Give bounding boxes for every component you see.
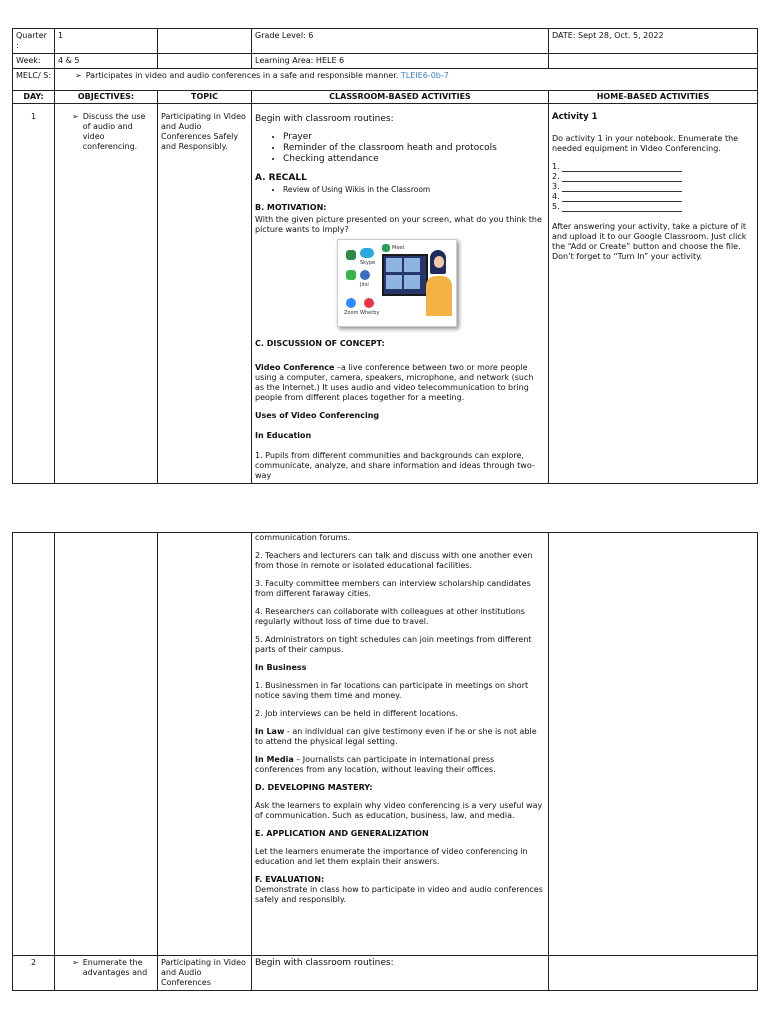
motivation-title: B. MOTIVATION:: [255, 203, 327, 212]
list-item: • Reminder of the classroom heath and protocols: [283, 143, 545, 154]
law-use: [255, 727, 545, 747]
classroom-routines-day2: Begin with classroom routines:: [252, 956, 549, 991]
quarter-value: 1: [55, 29, 158, 54]
list-item: • Checking attendance: [283, 154, 545, 165]
topic-text: Participating in Video and Audio Conferences: [158, 956, 252, 991]
edu-item-3: 3. Faculty committee members can interview scholarship candidates from different faraway cities.: [255, 579, 531, 598]
home-activity-title: Activity 1: [552, 112, 598, 122]
media-use: [255, 755, 545, 775]
evaluation-title: F. EVALUATION:: [255, 875, 325, 884]
media-text: – Journalists can participate in international press conferences from any location, without leaving their offices.: [255, 755, 496, 774]
melc-label: MELC/ S:: [13, 69, 55, 91]
routines-list: [255, 132, 545, 165]
lesson-plan-table-page2: [12, 532, 758, 991]
classroom-activities-continued: [252, 533, 549, 956]
answer-line: 4.: [552, 192, 754, 202]
col-topic: TOPIC: [158, 91, 252, 104]
line-icon: [346, 270, 356, 280]
objective-text: Discuss the use of audio and video conferencing.: [82, 112, 146, 151]
arrow-bullet-icon: [72, 958, 83, 978]
home-activities: [549, 104, 758, 484]
answer-line: 5.: [552, 202, 754, 212]
jitsi-icon: [360, 270, 370, 280]
business-item-2: 2. Job interviews can be held in different locations.: [255, 709, 458, 718]
video-conference-illustration: [337, 239, 457, 327]
mastery-title: D. DEVELOPING MASTERY:: [255, 783, 373, 792]
vc-term: Video Conference: [255, 363, 335, 372]
business-title: In Business: [255, 663, 307, 672]
list-item: • Review of Using Wikis in the Classroom: [283, 185, 545, 195]
col-day: DAY:: [13, 91, 55, 104]
learning-area: Learning Area: HELE 6: [252, 54, 549, 69]
edu-item-5: 5. Administrators on tight schedules can join meetings from different parts of their campus.: [255, 635, 532, 654]
application-title: E. APPLICATION AND GENERALIZATION: [255, 829, 429, 838]
col-classroom: CLASSROOM-BASED ACTIVITIES: [252, 91, 549, 104]
recall-title: A. RECALL: [255, 173, 307, 183]
meet-label: Meet: [392, 245, 405, 251]
zoom-icon: [346, 298, 356, 308]
classroom-activities: [252, 104, 549, 484]
week-value: 4 & 5: [55, 54, 158, 69]
jitsi-label: Jitsi: [360, 282, 369, 288]
recall-list: [255, 185, 545, 195]
edu-item-4: 4. Researchers can collaborate with colleagues at other institutions regularly without loss of time due to travel.: [255, 607, 525, 626]
quarter-label: Quarter :: [13, 29, 55, 54]
day-number: 2: [13, 956, 55, 991]
lesson-plan-table-page1: [12, 28, 758, 484]
person-figure: [426, 276, 452, 316]
business-item-1: 1. Businessmen in far locations can participate in meetings on short notice saving them time and money.: [255, 681, 529, 700]
law-text: - an individual can give testimony even if he or she is not able to attend the physical legal setting.: [255, 727, 537, 746]
routines-intro: Begin with classroom routines:: [255, 114, 394, 124]
day-number: 1: [13, 104, 55, 484]
arrow-bullet-icon: [75, 71, 86, 80]
video-conference-definition: [255, 363, 545, 403]
melc-text: Participates in video and audio conferences in a safe and responsible manner.: [85, 71, 399, 80]
answer-line: 3.: [552, 182, 754, 192]
answer-line: 1.: [552, 162, 754, 172]
home-activity-text: Do activity 1 in your notebook. Enumerate the needed equipment in Video Conferencing.: [552, 134, 739, 153]
list-item: • Prayer: [283, 132, 545, 143]
topic-text: Participating in Video and Audio Conferences Safely and Responsibly.: [158, 104, 252, 484]
whereby-label: Wherby: [360, 310, 380, 316]
application-text: Let the learners enumerate the importance of video conferencing in education and let them explain their answers.: [255, 847, 528, 866]
answer-line: 2.: [552, 172, 754, 182]
concept-title: C. DISCUSSION OF CONCEPT:: [255, 339, 385, 348]
vc-def: –a live conference between two or more people using a computer, camera, speakers, microphone, and network (such as the Internet.) It uses audio and video telecommunication to bring people from different places together for a meeting.: [255, 363, 534, 402]
objective-cell: [55, 956, 158, 991]
melc-cell: [55, 69, 758, 91]
edu-item-1b: communication forums.: [255, 533, 350, 542]
monitor-screen: [382, 254, 428, 296]
edu-item-2: 2. Teachers and lecturers can talk and discuss with one another even from those in remote or isolated educational facilities.: [255, 551, 533, 570]
answer-lines: [552, 162, 754, 212]
media-term: In Media: [255, 755, 294, 764]
skype-icon: [360, 248, 374, 258]
person-face: [434, 256, 444, 268]
edu-item-1a: 1. Pupils from different communities and backgrounds can explore, communicate, analyze, and share information and ideas through two-way: [255, 451, 535, 480]
evaluation-text: Demonstrate in class how to participate in video and audio conferences safely and responsibly.: [255, 885, 543, 904]
objective-text: Enumerate the advantages and: [82, 958, 148, 977]
motivation-text: With the given picture presented on your screen, what do you think the picture wants to imply?: [255, 215, 542, 234]
col-home: HOME-BASED ACTIVITIES: [549, 91, 758, 104]
zoom-label: Zoom: [344, 310, 359, 316]
objective-cell: [55, 104, 158, 484]
date-field: DATE: Sept 28, Oct. 5, 2022: [549, 29, 758, 54]
week-label: Week:: [13, 54, 55, 69]
uses-title: Uses of Video Conferencing: [255, 411, 380, 420]
education-title: In Education: [255, 431, 312, 440]
mastery-text: Ask the learners to explain why video conferencing is a very useful way of communication. Such as education, business, law, and media.: [255, 801, 543, 820]
col-objectives: OBJECTIVES:: [55, 91, 158, 104]
whereby-icon: [364, 298, 374, 308]
law-term: In Law: [255, 727, 285, 736]
home-activity-instructions: After answering your activity, take a picture of it and upload it to our Google Classroom. Just click the “Add or Create” button and choose the file. Don’t forget to “Turn In” your activity.: [552, 222, 747, 261]
arrow-bullet-icon: [72, 112, 83, 152]
meet-icon: [382, 244, 390, 252]
melc-code: TLEIE6-0b-7: [400, 71, 449, 80]
hangouts-icon: [346, 250, 356, 260]
grade-level: Grade Level: 6: [252, 29, 549, 54]
skype-label: Skype: [360, 260, 376, 266]
